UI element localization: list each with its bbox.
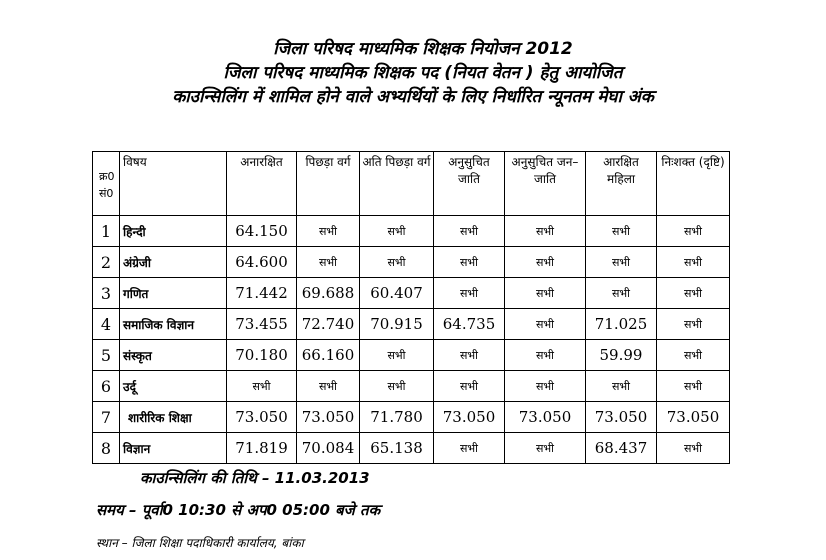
marks-cell: सभी: [360, 371, 434, 402]
marks-cell: सभी: [657, 247, 730, 278]
marks-cell: 73.050: [505, 402, 586, 433]
marks-cell: 71.025: [586, 309, 657, 340]
marks-cell: 73.050: [586, 402, 657, 433]
table-row: [93, 247, 730, 278]
marks-cell: सभी: [505, 309, 586, 340]
header-category: आरक्षित महिला: [586, 152, 657, 216]
marks-cell: 71.442: [227, 278, 297, 309]
marks-cell: सभी: [657, 278, 730, 309]
marks-cell: 73.050: [657, 402, 730, 433]
table-row: [93, 433, 730, 464]
marks-cell: सभी: [227, 371, 297, 402]
marks-cell: सभी: [657, 371, 730, 402]
header-serial-number: क्र0 सं0: [93, 152, 120, 216]
marks-cell: सभी: [434, 371, 505, 402]
subject-cell: गणित: [120, 278, 227, 309]
marks-cell: 73.050: [434, 402, 505, 433]
merit-marks-table: [92, 151, 730, 464]
marks-cell: सभी: [434, 216, 505, 247]
marks-cell: सभी: [505, 216, 586, 247]
serial-number-cell: 5: [93, 340, 120, 371]
marks-cell: 73.050: [297, 402, 360, 433]
subject-cell: हिन्दी: [120, 216, 227, 247]
document-title: जिला परिषद माध्यमिक शिक्षक नियोजन 2012: [273, 39, 573, 59]
marks-cell: 65.138: [360, 433, 434, 464]
serial-number-cell: 4: [93, 309, 120, 340]
marks-cell: सभी: [505, 433, 586, 464]
marks-cell: 70.180: [227, 340, 297, 371]
marks-cell: 66.160: [297, 340, 360, 371]
marks-cell: 72.740: [297, 309, 360, 340]
marks-cell: 64.150: [227, 216, 297, 247]
marks-cell: सभी: [586, 247, 657, 278]
marks-cell: सभी: [657, 340, 730, 371]
marks-cell: सभी: [434, 247, 505, 278]
marks-cell: 64.600: [227, 247, 297, 278]
serial-number-cell: 1: [93, 216, 120, 247]
marks-cell: सभी: [360, 340, 434, 371]
document-subtitle: जिला परिषद माध्यमिक शिक्षक पद (नियत वेतन ) हेतु आयोजित: [223, 63, 623, 83]
serial-number-cell: 8: [93, 433, 120, 464]
header-subject: विषय: [120, 152, 227, 216]
marks-cell: सभी: [297, 371, 360, 402]
document-description: काउन्सिलिंग में शामिल होने वाले अभ्यर्थियों के लिए निर्धारित न्यूनतम मेघा अंक: [172, 87, 654, 107]
marks-cell: सभी: [657, 216, 730, 247]
table-header-row: [93, 152, 730, 216]
marks-cell: सभी: [434, 278, 505, 309]
marks-cell: सभी: [360, 247, 434, 278]
subject-cell: अंग्रेजी: [120, 247, 227, 278]
table-row: [93, 278, 730, 309]
subject-cell: समाजिक विज्ञान: [120, 309, 227, 340]
subject-cell: संस्कृत: [120, 340, 227, 371]
subject-cell: उर्दू: [120, 371, 227, 402]
marks-cell: 60.407: [360, 278, 434, 309]
header-category: पिछड़ा वर्ग: [297, 152, 360, 216]
table-row: [93, 371, 730, 402]
marks-cell: 73.455: [227, 309, 297, 340]
marks-cell: सभी: [505, 371, 586, 402]
table-row: [93, 216, 730, 247]
marks-cell: सभी: [434, 340, 505, 371]
marks-cell: सभी: [434, 433, 505, 464]
marks-cell: सभी: [505, 340, 586, 371]
serial-number-cell: 7: [93, 402, 120, 433]
marks-cell: 70.084: [297, 433, 360, 464]
marks-cell: 71.819: [227, 433, 297, 464]
marks-cell: 68.437: [586, 433, 657, 464]
header-category: अनारक्षित: [227, 152, 297, 216]
marks-cell: सभी: [586, 216, 657, 247]
counselling-time: समय – पूर्वा0 10:30 से अप0 05:00 बजे तक: [96, 501, 381, 519]
marks-cell: सभी: [297, 247, 360, 278]
counselling-place: स्थान – जिला शिक्षा पदाधिकारी कार्यालय, बांका: [96, 536, 304, 550]
table-row: [93, 309, 730, 340]
serial-number-cell: 2: [93, 247, 120, 278]
marks-cell: सभी: [360, 216, 434, 247]
marks-cell: 71.780: [360, 402, 434, 433]
header-category: अनुसुचित जाति: [434, 152, 505, 216]
marks-cell: सभी: [586, 371, 657, 402]
marks-cell: सभी: [297, 216, 360, 247]
table-row: [93, 340, 730, 371]
marks-cell: 59.99: [586, 340, 657, 371]
header-category: अनुसुचित जन–जाति: [505, 152, 586, 216]
counselling-date: काउन्सिलिंग की तिथि – 11.03.2013: [140, 469, 370, 487]
subject-cell: विज्ञान: [120, 433, 227, 464]
table-row: [93, 402, 730, 433]
marks-cell: सभी: [657, 309, 730, 340]
serial-number-cell: 3: [93, 278, 120, 309]
marks-cell: सभी: [586, 278, 657, 309]
subject-cell: शारीरिक शिक्षा: [120, 402, 227, 433]
marks-cell: 69.688: [297, 278, 360, 309]
header-category: निःशक्त (दृष्टि): [657, 152, 730, 216]
marks-cell: 73.050: [227, 402, 297, 433]
marks-cell: सभी: [505, 278, 586, 309]
marks-cell: 64.735: [434, 309, 505, 340]
marks-cell: सभी: [505, 247, 586, 278]
header-category: अति पिछड़ा वर्ग: [360, 152, 434, 216]
marks-cell: 70.915: [360, 309, 434, 340]
serial-number-cell: 6: [93, 371, 120, 402]
marks-cell: सभी: [657, 433, 730, 464]
